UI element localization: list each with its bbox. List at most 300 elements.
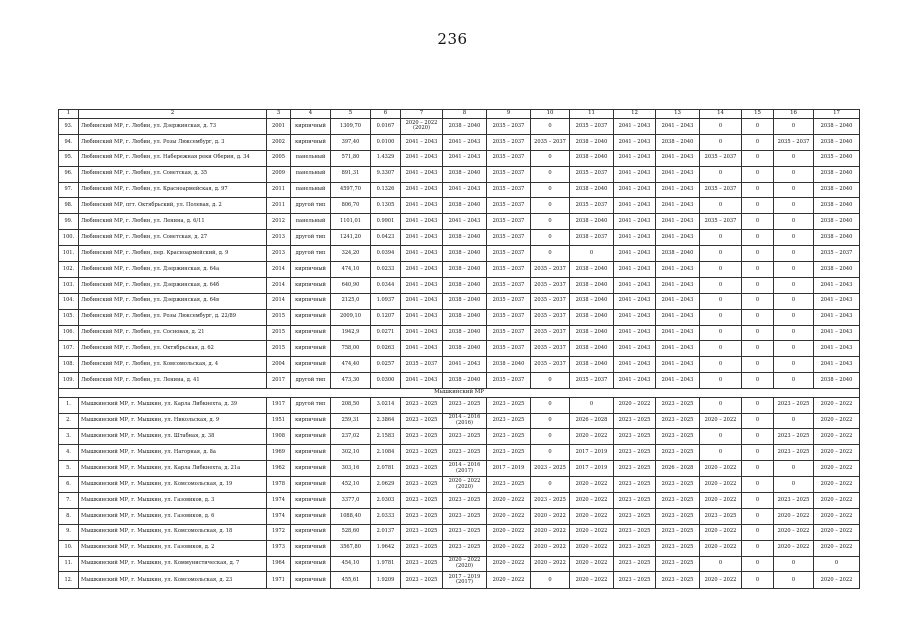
address-cell: Любинский МР, г. Любин, ул. Дзержинская, д. 64в xyxy=(79,293,267,309)
value-cell: 0 xyxy=(774,166,814,182)
value-cell: 1.9781 xyxy=(371,556,401,572)
value-cell: 0.9901 xyxy=(371,214,401,230)
value-cell: 2035 – 2037 xyxy=(487,325,531,341)
value-cell: 2020 – 2022 xyxy=(570,429,614,445)
value-cell: 2023 – 2025 xyxy=(401,508,443,524)
value-cell: 2041 – 2043 xyxy=(814,293,860,309)
row-number: 103. xyxy=(59,277,79,293)
value-cell: 474,10 xyxy=(331,262,371,278)
value-cell: 2020 – 2022 xyxy=(814,524,860,540)
value-cell: 2041 – 2043 xyxy=(443,357,487,373)
value-cell: 0 xyxy=(531,397,570,413)
value-cell: 2023 – 2025 xyxy=(401,477,443,493)
value-cell: 0 xyxy=(531,445,570,461)
row-number: 102. xyxy=(59,262,79,278)
value-cell: 2038 – 2040 xyxy=(814,119,860,135)
value-cell: 0 xyxy=(742,230,774,246)
table-row xyxy=(59,246,860,262)
value-cell: кирпичный xyxy=(291,477,331,493)
value-cell: 3567,80 xyxy=(331,540,371,556)
value-cell: 1908 xyxy=(267,429,291,445)
value-cell: 2041 – 2043 xyxy=(401,373,443,389)
table-row xyxy=(59,182,860,198)
value-cell: 2023 – 2025 xyxy=(656,540,700,556)
address-cell: Любинский МР, г. Любин, ул. Советская, д. 27 xyxy=(79,230,267,246)
value-cell: 2041 – 2043 xyxy=(401,198,443,214)
value-cell: 2038 – 2040 xyxy=(487,357,531,373)
value-cell: 2020 – 2022 xyxy=(700,492,742,508)
value-cell: 0 xyxy=(742,540,774,556)
value-cell: 2035 – 2037 xyxy=(487,134,531,150)
column-number: 4 xyxy=(291,110,331,119)
table-row xyxy=(59,198,860,214)
value-cell: 2041 – 2043 xyxy=(401,293,443,309)
value-cell: 0 xyxy=(700,262,742,278)
row-number: 4. xyxy=(59,445,79,461)
row-number: 104. xyxy=(59,293,79,309)
value-cell: 806,70 xyxy=(331,198,371,214)
value-cell: 2020 – 2022 xyxy=(814,397,860,413)
address-cell: Любинский МР, г. Любин, ул. Розы Люксембург, д. 3 xyxy=(79,134,267,150)
value-cell: 2020 – 2022 xyxy=(700,572,742,589)
table-row xyxy=(59,445,860,461)
value-cell: кирпичный xyxy=(291,119,331,135)
value-cell: 2041 – 2043 xyxy=(656,293,700,309)
row-number: 105. xyxy=(59,309,79,325)
value-cell: 1.9642 xyxy=(371,540,401,556)
value-cell: 2023 – 2025 xyxy=(656,429,700,445)
value-cell: 2020 – 2022 xyxy=(487,572,531,589)
value-cell: 324,20 xyxy=(331,246,371,262)
value-cell: 2023 – 2025 xyxy=(614,445,656,461)
value-cell: 2038 – 2040 xyxy=(570,277,614,293)
value-cell: 1962 xyxy=(267,461,291,477)
value-cell: 2020 – 2022 xyxy=(487,524,531,540)
value-cell: 2020 – 2022 xyxy=(774,524,814,540)
value-cell: 0 xyxy=(742,166,774,182)
value-cell: 0 xyxy=(700,341,742,357)
address-cell: Любинский МР, г. Любин, ул. Сосновая, д. 21 xyxy=(79,325,267,341)
value-cell: 2041 – 2043 xyxy=(656,166,700,182)
row-number: 106. xyxy=(59,325,79,341)
value-cell: 0 xyxy=(774,198,814,214)
value-cell: 2041 – 2043 xyxy=(443,182,487,198)
value-cell: кирпичный xyxy=(291,556,331,572)
value-cell: 2041 – 2043 xyxy=(614,293,656,309)
value-cell: 0.0300 xyxy=(371,373,401,389)
table-row xyxy=(59,262,860,278)
value-cell: 2035 – 2037 xyxy=(570,373,614,389)
address-cell: Мышкинский МР, г. Мышкин, ул. Нагорная, д. 8а xyxy=(79,445,267,461)
value-cell: 2020 – 2022 xyxy=(531,556,570,572)
address-cell: Любинский МР, г. Любин, ул. Ленина, д. 41 xyxy=(79,373,267,389)
value-cell: 1969 xyxy=(267,445,291,461)
row-number: 98. xyxy=(59,198,79,214)
value-cell: 0 xyxy=(742,445,774,461)
value-cell: 2023 – 2025 xyxy=(401,540,443,556)
value-cell: 2041 – 2043 xyxy=(614,246,656,262)
value-cell: 2041 – 2043 xyxy=(443,214,487,230)
value-cell: 1951 xyxy=(267,413,291,429)
column-number: 9 xyxy=(487,110,531,119)
value-cell: 2041 – 2043 xyxy=(814,277,860,293)
value-cell: 0 xyxy=(742,325,774,341)
value-cell: 0.0100 xyxy=(371,134,401,150)
value-cell: 2035 – 2037 xyxy=(570,166,614,182)
table-row xyxy=(59,134,860,150)
address-cell: Любинский МР, г. Любин, ул. Розы Люксембург, д. 22/89 xyxy=(79,309,267,325)
row-number: 12. xyxy=(59,572,79,589)
value-cell: 2023 – 2025 xyxy=(774,429,814,445)
value-cell: 2023 – 2025 xyxy=(443,524,487,540)
column-number: 8 xyxy=(443,110,487,119)
value-cell: 0 xyxy=(531,198,570,214)
value-cell: 2002 xyxy=(267,134,291,150)
column-number: 2 xyxy=(79,110,267,119)
value-cell: 2023 – 2025 xyxy=(401,445,443,461)
value-cell: 2038 – 2040 xyxy=(443,119,487,135)
value-cell: 2041 – 2043 xyxy=(614,309,656,325)
value-cell: 452,10 xyxy=(331,477,371,493)
value-cell: 0 xyxy=(742,293,774,309)
value-cell: кирпичный xyxy=(291,134,331,150)
value-cell: 2020 – 2022 (2020) xyxy=(443,556,487,572)
address-cell: Любинский МР, г. Любин, ул. Дзержинская, д. 64б xyxy=(79,277,267,293)
value-cell: 2020 – 2022 xyxy=(814,477,860,493)
value-cell: панельный xyxy=(291,214,331,230)
value-cell: 2041 – 2043 xyxy=(401,277,443,293)
value-cell: 2020 – 2022 xyxy=(570,477,614,493)
value-cell: 2035 – 2037 xyxy=(531,325,570,341)
value-cell: 2020 – 2022 xyxy=(814,508,860,524)
value-cell: 2023 – 2025 xyxy=(614,492,656,508)
value-cell: 2041 – 2043 xyxy=(401,341,443,357)
value-cell: 2035 – 2037 xyxy=(487,262,531,278)
value-cell: 2020 – 2022 xyxy=(700,477,742,493)
value-cell: 2038 – 2040 xyxy=(814,214,860,230)
value-cell: 0.1305 xyxy=(371,198,401,214)
value-cell: 2023 – 2025 xyxy=(774,397,814,413)
value-cell: 2035 – 2037 xyxy=(700,214,742,230)
value-cell: 2020 – 2022 xyxy=(570,492,614,508)
value-cell: 0 xyxy=(742,119,774,135)
value-cell: 2035 – 2037 xyxy=(700,182,742,198)
value-cell: 2038 – 2040 xyxy=(443,198,487,214)
value-cell: кирпичный xyxy=(291,413,331,429)
value-cell: 2009 xyxy=(267,166,291,182)
value-cell: 0 xyxy=(742,341,774,357)
address-cell: Мышкинский МР, г. Мышкин, ул. Коммунистическая, д. 7 xyxy=(79,556,267,572)
table-row xyxy=(59,429,860,445)
address-cell: Мышкинский МР, г. Мышкин, ул. Газовиков, д. 6 xyxy=(79,508,267,524)
value-cell: 2023 – 2025 xyxy=(487,429,531,445)
value-cell: 2041 – 2043 xyxy=(656,357,700,373)
value-cell: 2038 – 2040 xyxy=(814,373,860,389)
value-cell: 0 xyxy=(742,524,774,540)
value-cell: кирпичный xyxy=(291,445,331,461)
value-cell: 2023 – 2025 xyxy=(656,508,700,524)
value-cell: 0 xyxy=(531,182,570,198)
value-cell: 2035 – 2037 xyxy=(570,119,614,135)
table-row xyxy=(59,341,860,357)
value-cell: 2041 – 2043 xyxy=(656,373,700,389)
value-cell: 2041 – 2043 xyxy=(401,262,443,278)
value-cell: 2011 xyxy=(267,198,291,214)
value-cell: 2035 – 2037 xyxy=(487,246,531,262)
value-cell: 2023 – 2025 xyxy=(401,397,443,413)
value-cell: кирпичный xyxy=(291,309,331,325)
address-cell: Любинский МР, г. Любин, ул. Дзержинская, д. 73 xyxy=(79,119,267,135)
value-cell: 0 xyxy=(774,309,814,325)
row-number: 93. xyxy=(59,119,79,135)
value-cell: 0 xyxy=(774,262,814,278)
value-cell: 2014 – 2016 (2017) xyxy=(443,461,487,477)
value-cell: 2038 – 2040 xyxy=(814,182,860,198)
value-cell: 0 xyxy=(774,119,814,135)
row-number: 6. xyxy=(59,477,79,493)
value-cell: 0 xyxy=(742,508,774,524)
value-cell: 0 xyxy=(700,445,742,461)
value-cell: 2020 – 2022 xyxy=(487,508,531,524)
column-number: 1 xyxy=(59,110,79,119)
value-cell: 0 xyxy=(742,182,774,198)
value-cell: 0 xyxy=(742,572,774,589)
value-cell: 0 xyxy=(774,325,814,341)
value-cell: 2035 – 2037 xyxy=(531,293,570,309)
value-cell: 2038 – 2040 xyxy=(570,293,614,309)
value-cell: 2020 – 2022 xyxy=(774,508,814,524)
address-cell: Мышкинский МР, г. Мышкин, ул. Карла Либкнехта, д. 21а xyxy=(79,461,267,477)
value-cell: 1942,9 xyxy=(331,325,371,341)
value-cell: 2041 – 2043 xyxy=(614,357,656,373)
value-cell: 1.0937 xyxy=(371,293,401,309)
value-cell: 2038 – 2040 xyxy=(443,262,487,278)
value-cell: 0 xyxy=(531,373,570,389)
value-cell: 474,40 xyxy=(331,357,371,373)
value-cell: 2035 – 2037 xyxy=(401,357,443,373)
value-cell: 0 xyxy=(774,246,814,262)
value-cell: 0 xyxy=(774,461,814,477)
value-cell: 2041 – 2043 xyxy=(614,230,656,246)
value-cell: 0 xyxy=(700,357,742,373)
value-cell: 2023 – 2025 xyxy=(614,508,656,524)
row-number: 3. xyxy=(59,429,79,445)
value-cell: 2.0781 xyxy=(371,461,401,477)
value-cell: 2017 – 2019 (2017) xyxy=(443,572,487,589)
value-cell: 1241,20 xyxy=(331,230,371,246)
value-cell: 2023 – 2025 xyxy=(531,461,570,477)
value-cell: 0 xyxy=(742,492,774,508)
value-cell: 2.0137 xyxy=(371,524,401,540)
value-cell: 2035 – 2037 xyxy=(487,198,531,214)
value-cell: 2038 – 2040 xyxy=(814,230,860,246)
value-cell: панельный xyxy=(291,166,331,182)
value-cell: 259,31 xyxy=(331,413,371,429)
value-cell: 2038 – 2040 xyxy=(443,166,487,182)
value-cell: 2.1583 xyxy=(371,429,401,445)
value-cell: 2038 – 2040 xyxy=(570,182,614,198)
value-cell: 2041 – 2043 xyxy=(614,325,656,341)
value-cell: 0 xyxy=(531,230,570,246)
value-cell: 2015 xyxy=(267,341,291,357)
value-cell: другой тип xyxy=(291,198,331,214)
value-cell: 2020 – 2022 xyxy=(570,540,614,556)
value-cell: кирпичный xyxy=(291,277,331,293)
value-cell: 0 xyxy=(774,477,814,493)
value-cell: 2041 – 2043 xyxy=(401,246,443,262)
value-cell: 1972 xyxy=(267,524,291,540)
value-cell: 0 xyxy=(774,341,814,357)
value-cell: 2041 – 2043 xyxy=(443,150,487,166)
address-cell: Любинский МР, пгт. Октябрьский, ул. Полевая, д. 2 xyxy=(79,198,267,214)
value-cell: 2035 – 2037 xyxy=(487,119,531,135)
value-cell: 2041 – 2043 xyxy=(614,262,656,278)
value-cell: 0 xyxy=(774,556,814,572)
table-row xyxy=(59,413,860,429)
value-cell: 2035 – 2037 xyxy=(487,214,531,230)
value-cell: 640,90 xyxy=(331,277,371,293)
value-cell: 2020 – 2022 xyxy=(700,461,742,477)
row-number: 9. xyxy=(59,524,79,540)
row-number: 96. xyxy=(59,166,79,182)
column-number: 7 xyxy=(401,110,443,119)
column-number: 12 xyxy=(614,110,656,119)
value-cell: 1088,40 xyxy=(331,508,371,524)
value-cell: 2038 – 2040 xyxy=(814,262,860,278)
address-cell: Любинский МР, г. Любин, ул. Дзержинская, д. 64а xyxy=(79,262,267,278)
value-cell: 454,10 xyxy=(331,556,371,572)
table-row xyxy=(59,150,860,166)
value-cell: 2012 xyxy=(267,214,291,230)
row-number: 5. xyxy=(59,461,79,477)
value-cell: 303,16 xyxy=(331,461,371,477)
municipality-row xyxy=(59,389,860,398)
value-cell: 2041 – 2043 xyxy=(401,325,443,341)
row-number: 109. xyxy=(59,373,79,389)
value-cell: 2023 – 2025 xyxy=(656,413,700,429)
table-row xyxy=(59,119,860,135)
table-row xyxy=(59,508,860,524)
value-cell: 0 xyxy=(742,413,774,429)
value-cell: 2013 xyxy=(267,230,291,246)
value-cell: 0 xyxy=(700,277,742,293)
value-cell: 891,31 xyxy=(331,166,371,182)
value-cell: 2038 – 2040 xyxy=(443,309,487,325)
value-cell: 2038 – 2040 xyxy=(443,325,487,341)
column-number: 13 xyxy=(656,110,700,119)
value-cell: 0 xyxy=(700,166,742,182)
value-cell: 2020 – 2022 xyxy=(814,572,860,589)
value-cell: 2023 – 2025 xyxy=(656,477,700,493)
value-cell: 2020 – 2022 xyxy=(700,413,742,429)
value-cell: 2023 – 2025 xyxy=(656,445,700,461)
value-cell: 2014 – 2016 (2016) xyxy=(443,413,487,429)
column-number: 5 xyxy=(331,110,371,119)
value-cell: 2038 – 2040 xyxy=(443,277,487,293)
value-cell: панельный xyxy=(291,150,331,166)
address-cell: Любинский МР, г. Любин, ул. Красноармейская, д. 97 xyxy=(79,182,267,198)
value-cell: 758,00 xyxy=(331,341,371,357)
value-cell: 2.1084 xyxy=(371,445,401,461)
value-cell: 0 xyxy=(742,198,774,214)
value-cell: 2041 – 2043 xyxy=(614,150,656,166)
value-cell: 2020 – 2022 xyxy=(570,572,614,589)
value-cell: 2020 – 2022 xyxy=(814,461,860,477)
column-number: 6 xyxy=(371,110,401,119)
value-cell: 2023 – 2025 xyxy=(443,397,487,413)
table-row xyxy=(59,230,860,246)
value-cell: 0 xyxy=(774,373,814,389)
value-cell: 1.4329 xyxy=(371,150,401,166)
value-cell: 2038 – 2037 xyxy=(570,230,614,246)
value-cell: 1978 xyxy=(267,477,291,493)
value-cell: 2023 – 2025 xyxy=(614,524,656,540)
value-cell: 2035 – 2037 xyxy=(531,134,570,150)
value-cell: 2026 – 2028 xyxy=(656,461,700,477)
value-cell: 2023 – 2025 xyxy=(700,508,742,524)
value-cell: 2041 – 2043 xyxy=(814,341,860,357)
address-cell: Любинский МР, г. Любин, ул. Ленина, д. 6/11 xyxy=(79,214,267,230)
address-cell: Мышкинский МР, г. Мышкин, ул. Комсомольская, д. 18 xyxy=(79,524,267,540)
value-cell: 2011 xyxy=(267,182,291,198)
value-cell: 2020 – 2022 xyxy=(814,445,860,461)
column-number: 10 xyxy=(531,110,570,119)
value-cell: 2041 – 2043 xyxy=(656,262,700,278)
value-cell: 2015 xyxy=(267,309,291,325)
value-cell: 0 xyxy=(742,214,774,230)
value-cell: 0 xyxy=(774,293,814,309)
value-cell: 1974 xyxy=(267,492,291,508)
value-cell: 2041 – 2043 xyxy=(401,150,443,166)
value-cell: 2023 – 2025 xyxy=(443,508,487,524)
table-row xyxy=(59,214,860,230)
value-cell: 473,30 xyxy=(331,373,371,389)
value-cell: 9.3307 xyxy=(371,166,401,182)
value-cell: 2004 xyxy=(267,357,291,373)
value-cell: 0 xyxy=(570,397,614,413)
row-number: 7. xyxy=(59,492,79,508)
address-cell: Любинский МР, г. Любин, ул. Комсомольская, д. 4 xyxy=(79,357,267,373)
value-cell: 2041 – 2043 xyxy=(656,214,700,230)
page-number: 236 xyxy=(437,30,468,48)
row-number: 97. xyxy=(59,182,79,198)
table-row xyxy=(59,397,860,413)
value-cell: 2020 – 2022 xyxy=(531,524,570,540)
value-cell: 2125,0 xyxy=(331,293,371,309)
value-cell: 2035 – 2037 xyxy=(487,293,531,309)
value-cell: 2014 xyxy=(267,262,291,278)
value-cell: 2015 xyxy=(267,325,291,341)
value-cell: 2041 – 2043 xyxy=(656,119,700,135)
value-cell: 0.0257 xyxy=(371,357,401,373)
value-cell: 2023 – 2025 xyxy=(401,492,443,508)
value-cell: 0 xyxy=(570,246,614,262)
value-cell: 2020 – 2022 xyxy=(570,508,614,524)
value-cell: 2009,10 xyxy=(331,309,371,325)
value-cell: 0 xyxy=(774,277,814,293)
value-cell: 2035 – 2037 xyxy=(487,277,531,293)
column-number: 14 xyxy=(700,110,742,119)
value-cell: 2041 – 2043 xyxy=(656,341,700,357)
table-row xyxy=(59,357,860,373)
value-cell: 2038 – 2040 xyxy=(814,166,860,182)
value-cell: другой тип xyxy=(291,397,331,413)
value-cell: 2020 – 2022 xyxy=(700,540,742,556)
value-cell: 0 xyxy=(700,325,742,341)
value-cell: 2041 – 2043 xyxy=(614,166,656,182)
value-cell: 2023 – 2025 xyxy=(656,492,700,508)
value-cell: 0.1326 xyxy=(371,182,401,198)
